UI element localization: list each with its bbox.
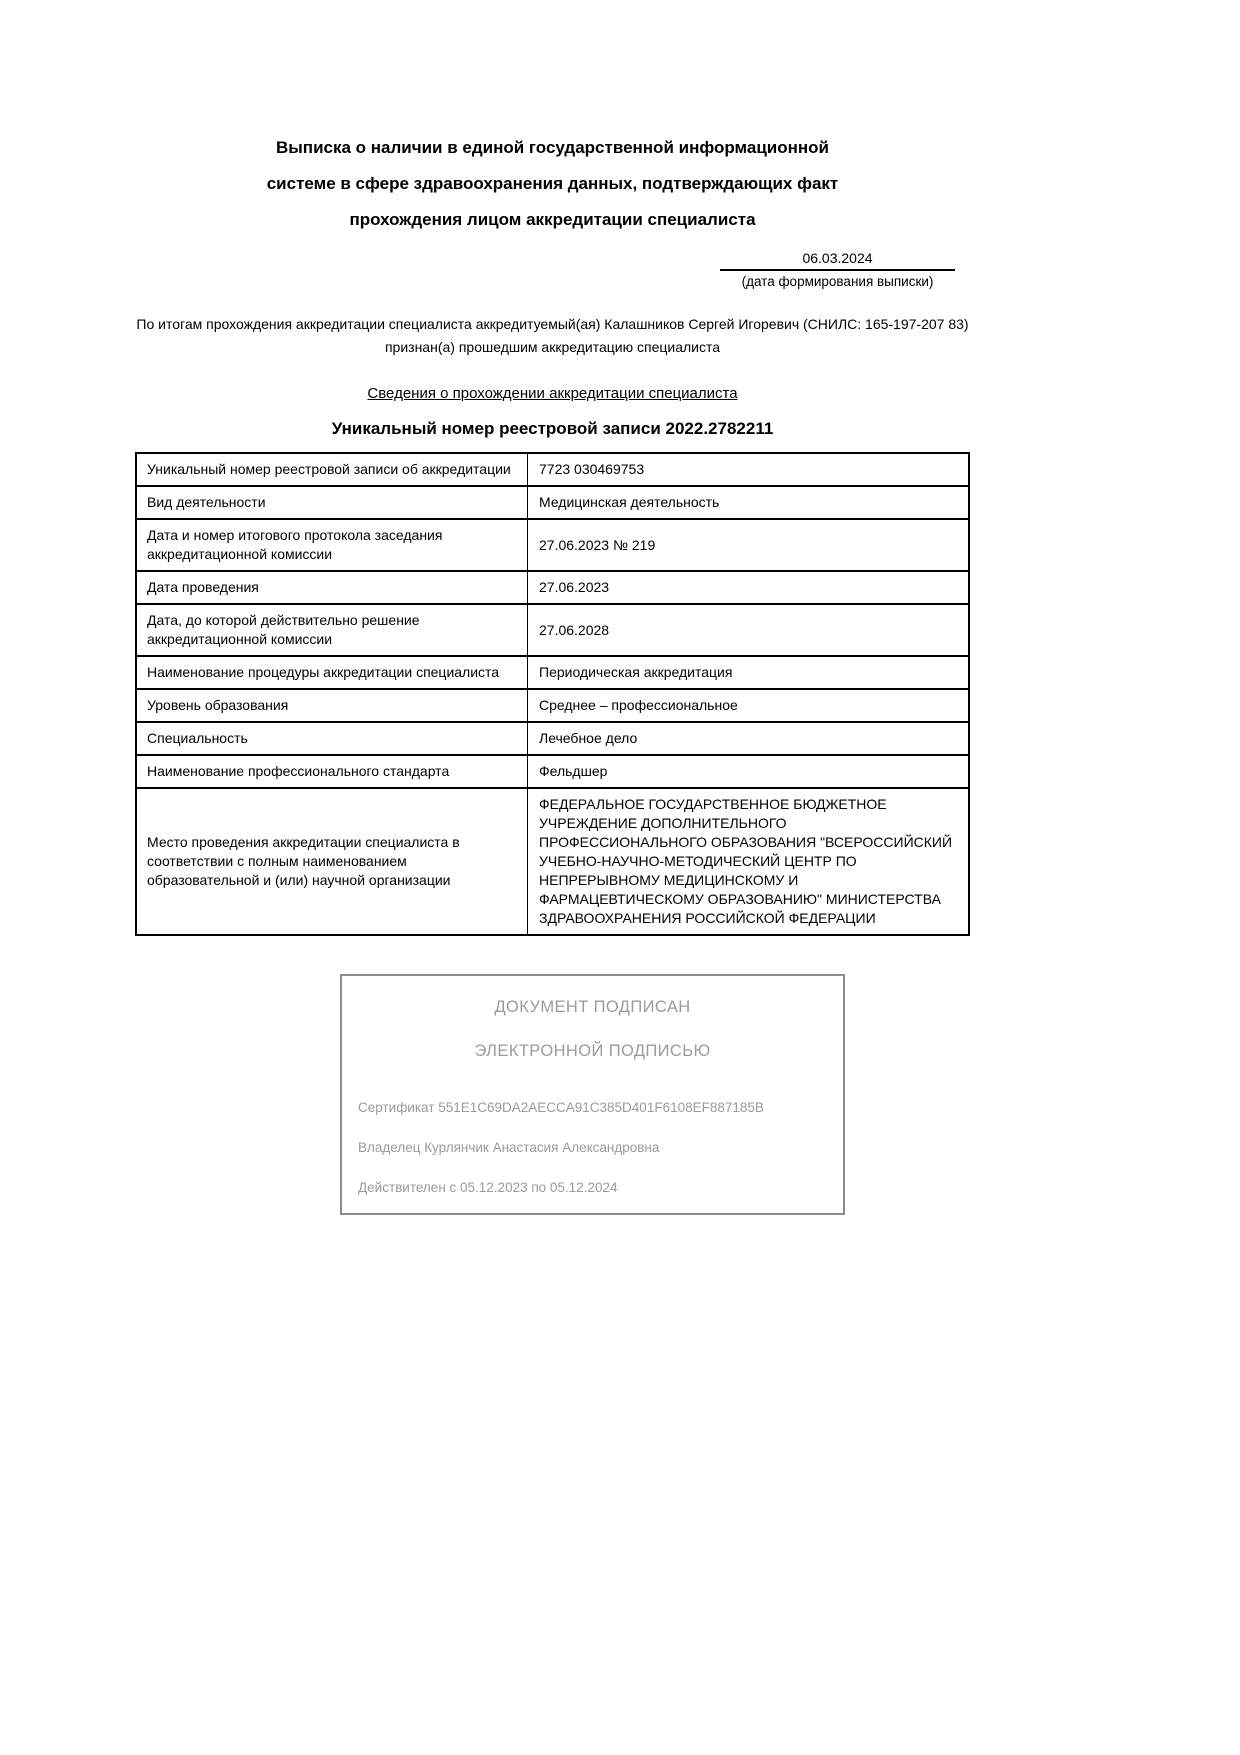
table-value-cell: Периодическая аккредитация	[528, 656, 970, 689]
table-label-cell: Дата проведения	[136, 571, 528, 604]
section-heading: Сведения о прохождении аккредитации специалиста	[367, 385, 738, 402]
table-label-cell: Наименование профессионального стандарта	[136, 755, 528, 788]
table-row	[136, 486, 969, 519]
table-label-cell: Дата, до которой действительно решение аккредитационной комиссии	[136, 604, 528, 656]
document-title	[135, 130, 970, 238]
intro-paragraph	[135, 313, 970, 359]
table-value-cell: 7723 030469753	[528, 453, 970, 486]
table-row	[136, 689, 969, 722]
signature-validity: Действителен с 05.12.2023 по 05.12.2024	[358, 1180, 618, 1195]
table-row	[136, 755, 969, 788]
table-value-cell: Среднее – профессиональное	[528, 689, 970, 722]
table-row	[136, 656, 969, 689]
accreditation-table-body	[136, 453, 969, 935]
table-row	[136, 571, 969, 604]
table-label-cell: Наименование процедуры аккредитации специалиста	[136, 656, 528, 689]
signature-title-line: ДОКУМЕНТ ПОДПИСАН	[494, 998, 691, 1016]
table-row	[136, 722, 969, 755]
registry-number-heading: Уникальный номер реестровой записи 2022.2782211	[331, 419, 774, 438]
table-value-cell: Фельдшер	[528, 755, 970, 788]
table-value-cell: 27.06.2028	[528, 604, 970, 656]
table-label-cell: Специальность	[136, 722, 528, 755]
table-label-cell: Вид деятельности	[136, 486, 528, 519]
extract-date-block	[720, 250, 955, 289]
table-value-cell: ФЕДЕРАЛЬНОЕ ГОСУДАРСТВЕННОЕ БЮДЖЕТНОЕ УЧРЕЖДЕНИЕ ДОПОЛНИТЕЛЬНОГО ПРОФЕССИОНАЛЬНОГО ОБРАЗОВАНИЯ "ВСЕРОССИЙСКИЙ УЧЕБНО-НАУЧНО-МЕТОДИЧЕСКИЙ ЦЕНТР ПО НЕПРЕРЫВНОМУ МЕДИЦИНСКОМУ И ФАРМАЦЕВТИЧЕСКОМУ ОБРАЗОВАНИЮ" МИНИСТЕРСТВА ЗДРАВООХРАНЕНИЯ РОССИЙСКОЙ ФЕДЕРАЦИИ	[528, 788, 970, 935]
document-content	[135, 130, 970, 1215]
signature-title-line: ЭЛЕКТРОННОЙ ПОДПИСЬЮ	[474, 1042, 711, 1060]
document-title-line: системе в сфере здравоохранения данных, подтверждающих факт	[266, 174, 839, 193]
table-label-cell: Уровень образования	[136, 689, 528, 722]
signature-certificate: Сертификат 551E1C69DA2AECCA91C385D401F6108EF887185B	[358, 1100, 764, 1115]
signature-owner: Владелец Курлянчик Анастасия Александровна	[358, 1140, 660, 1155]
intro-line: признан(а) прошедшим аккредитацию специалиста	[384, 339, 721, 355]
table-row	[136, 519, 969, 571]
table-row	[136, 604, 969, 656]
document-title-line: прохождения лицом аккредитации специалиста	[349, 210, 756, 229]
document-title-line: Выписка о наличии в единой государственной информационной	[276, 138, 829, 157]
intro-line: По итогам прохождения аккредитации специалиста аккредитуемый(ая) Калашников Сергей Игоревич (СНИЛС: 165-197-207 83)	[136, 316, 969, 332]
table-value-cell: 27.06.2023 № 219	[528, 519, 970, 571]
table-value-cell: Медицинская деятельность	[528, 486, 970, 519]
extract-date: 06.03.2024	[720, 250, 955, 271]
extract-date-caption: (дата формирования выписки)	[741, 274, 934, 289]
table-label-cell: Место проведения аккредитации специалиста в соответствии с полным наименованием образовательной и (или) научной организации	[136, 788, 528, 935]
table-row	[136, 788, 969, 935]
table-value-cell: 27.06.2023	[528, 571, 970, 604]
table-row	[136, 453, 969, 486]
table-value-cell: Лечебное дело	[528, 722, 970, 755]
electronic-signature-stamp	[340, 974, 845, 1215]
accreditation-table	[135, 452, 970, 936]
table-label-cell: Дата и номер итогового протокола заседания аккредитационной комиссии	[136, 519, 528, 571]
table-label-cell: Уникальный номер реестровой записи об аккредитации	[136, 453, 528, 486]
